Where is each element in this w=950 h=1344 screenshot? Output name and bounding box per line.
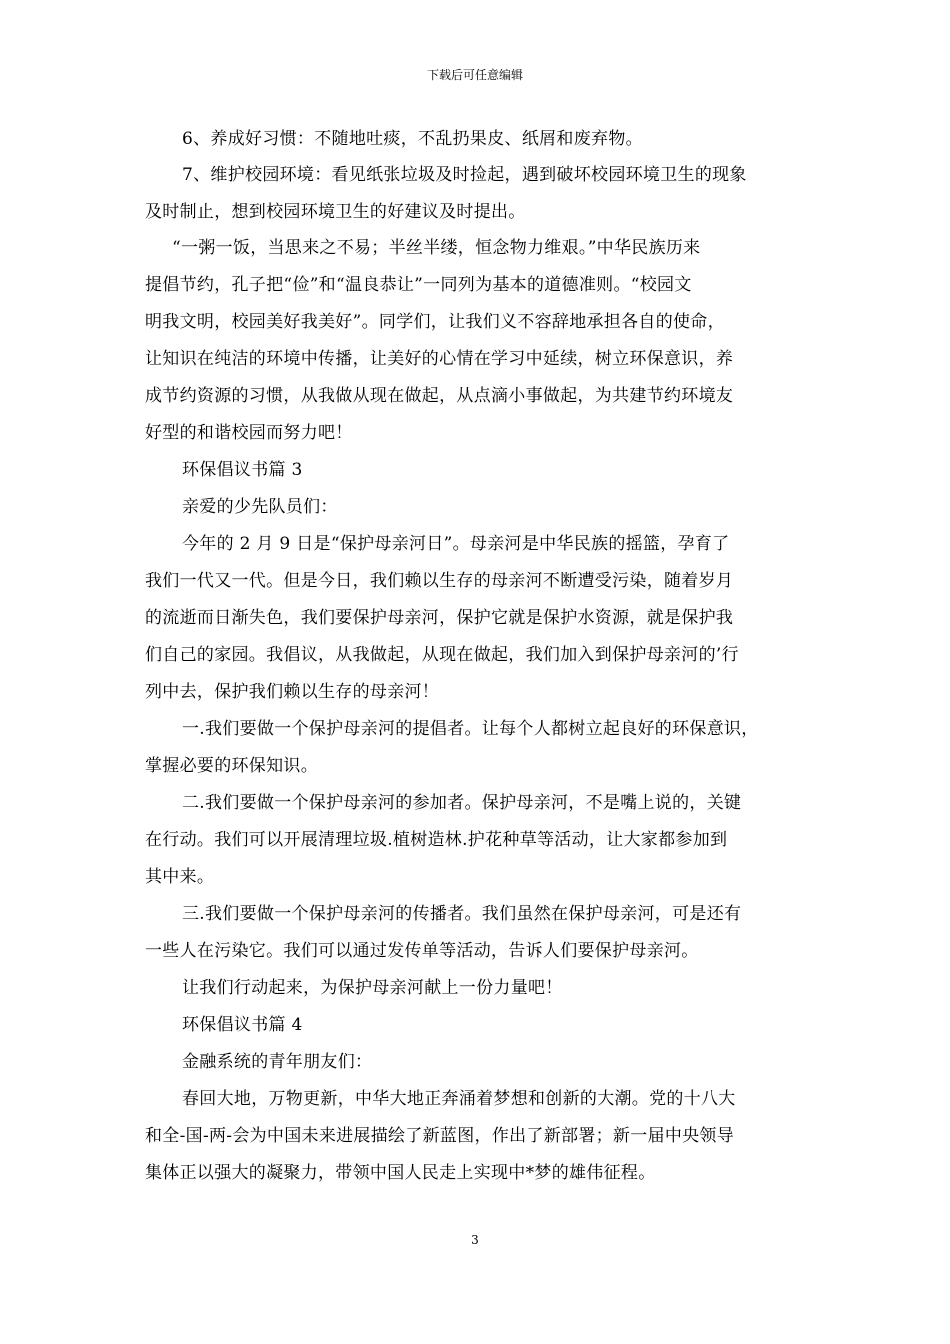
text-line: 集体正以强大的凝聚力，带领中国人民走上实现中*梦的雄伟征程。 <box>145 1163 656 1183</box>
text-line: 列中去，保护我们赖以生存的母亲河！ <box>145 682 440 702</box>
text-line: 二.我们要做一个保护母亲河的参加者。保护母亲河，不是嘴上说的，关键 <box>182 793 742 813</box>
section-heading: 环保倡议书篇 4 <box>182 1015 303 1035</box>
page-number: 3 <box>471 1233 479 1247</box>
text-line: 让知识在纯洁的环境中传播，让美好的心情在学习中延续，树立环保意识，养 <box>145 349 734 369</box>
text-line: 6、养成好习惯：不随地吐痰，不乱扔果皮、纸屑和废弃物。 <box>182 129 643 149</box>
text-line: “一粥一饭，当思来之不易；半丝半缕，恒念物力维艰。”中华民族历来 <box>172 238 701 258</box>
text-line: 三.我们要做一个保护母亲河的传播者。我们虽然在保护母亲河，可是还有 <box>182 904 742 924</box>
text-line: 其中来。 <box>145 867 215 887</box>
text-line: 的流逝而日渐失色，我们要保护母亲河，保护它就是保护水资源，就是保护我 <box>145 608 734 628</box>
text-line: 和全-国-两-会为中国未来进展描绘了新蓝图，作出了新部署；新一届中央领导 <box>145 1126 735 1146</box>
text-line: 提倡节约，孔子把“俭”和“温良恭让”一同列为基本的道德准则。“校园文 <box>145 275 692 295</box>
text-line: 明我文明，校园美好我美好”。同学们，让我们义不容辞地承担各自的使命， <box>145 312 725 332</box>
text-line: 让我们行动起来，为保护母亲河献上一份力量吧！ <box>182 978 563 998</box>
text-line: 一些人在污染它。我们可以通过发传单等活动，告诉人们要保护母亲河。 <box>145 941 699 961</box>
text-line: 今年的 2 月 9 日是“保护母亲河日”。母亲河是中华民族的摇篮，孕育了 <box>182 534 730 554</box>
text-line: 掌握必要的环保知识。 <box>145 756 318 776</box>
salutation: 亲爱的少先队员们： <box>182 497 338 517</box>
text-line: 好型的和谐校园而努力吧！ <box>145 423 353 443</box>
text-line: 一.我们要做一个保护母亲河的提倡者。让每个人都树立起良好的环保意识， <box>182 719 759 739</box>
page-header-note: 下载后可任意编辑 <box>426 68 523 82</box>
text-line: 及时制止，想到校园环境卫生的好建议及时提出。 <box>145 202 526 222</box>
text-line: 们自己的家园。我倡议，从我做起，从现在做起，我们加入到保护母亲河的’行 <box>145 645 739 665</box>
text-line: 我们一代又一代。但是今日，我们赖以生存的母亲河不断遭受污染，随着岁月 <box>145 571 734 591</box>
text-line: 成节约资源的习惯，从我做从现在做起，从点滴小事做起，为共建节约环境友 <box>145 386 734 406</box>
text-line: 7、维护校园环境：看见纸张垃圾及时捡起，遇到破坏校园环境卫生的现象 <box>182 165 747 185</box>
section-heading: 环保倡议书篇 3 <box>182 460 303 480</box>
text-line: 在行动。我们可以开展清理垃圾.植树造林.护花种草等活动，让大家都参加到 <box>145 830 728 850</box>
text-line: 春回大地，万物更新，中华大地正奔涌着梦想和创新的大潮。党的十八大 <box>182 1089 736 1109</box>
salutation: 金融系统的青年朋友们： <box>182 1052 373 1072</box>
